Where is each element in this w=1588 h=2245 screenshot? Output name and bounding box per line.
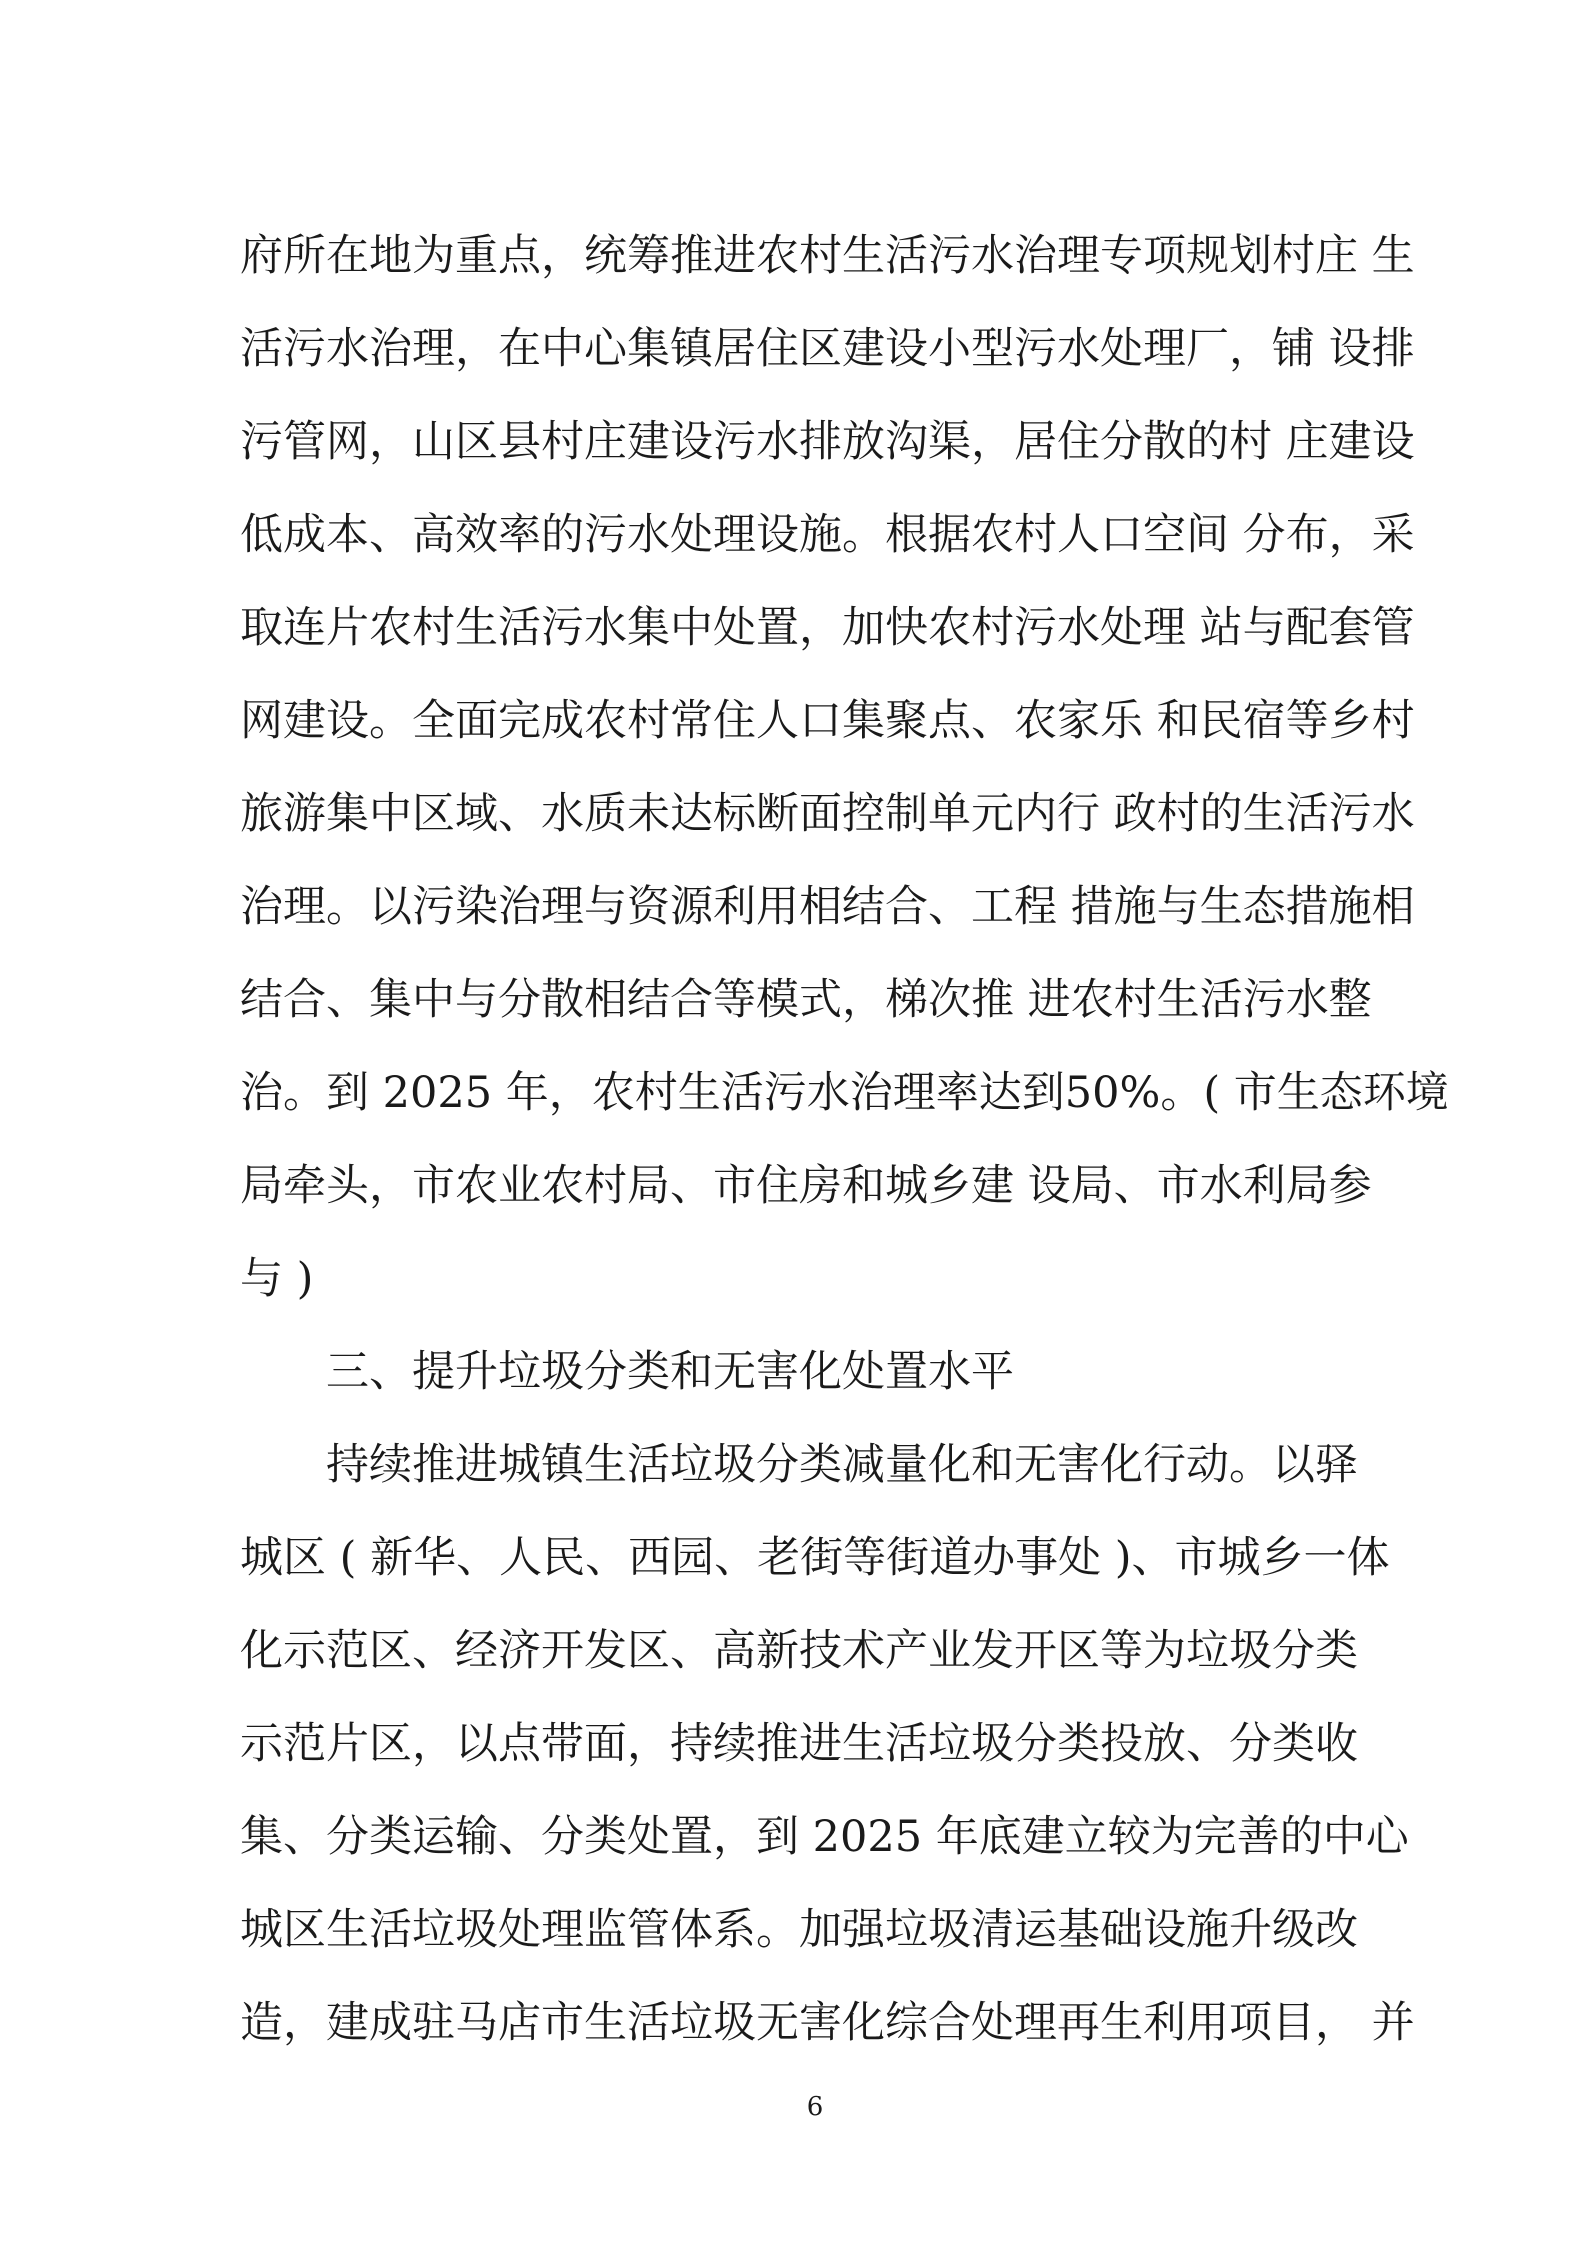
text-line: 城区生活垃圾处理监管体系。加强垃圾清运基础设施升级改	[240, 1905, 1358, 1955]
text-line: 持续推进城镇生活垃圾分类减量化和无害化行动。以驿	[326, 1440, 1358, 1490]
text-line: 结合、集中与分散相结合等模式，梯次推 进农村生活污水整	[240, 975, 1372, 1025]
page-number: 6	[806, 2092, 824, 2122]
text-line: 造，建成驻马店市生活垃圾无害化综合处理再生利用项目， 并	[240, 1998, 1415, 2048]
paragraph-waste-sorting	[240, 1419, 1415, 2070]
text-line: 城区 ( 新华、人民、西园、老街等街道办事处 )、市城乡一体	[240, 1533, 1390, 1583]
text-line: 旅游集中区域、水质未达标断面控制单元内行 政村的生活污水	[240, 789, 1415, 839]
text-line: 取连片农村生活污水集中处置，加快农村污水处理 站与配套管	[240, 603, 1415, 653]
text-line: 活污水治理，在中心集镇居住区建设小型污水处理厂，铺 设排	[240, 324, 1415, 374]
text-line: 局牵头，市农业农村局、市住房和城乡建 设局、市水利局参	[240, 1161, 1372, 1211]
text-line: 治理。以污染治理与资源利用相结合、工程 措施与生态措施相	[240, 882, 1415, 932]
text-line: 治。到 2025 年，农村生活污水治理率达到50%。( 市生态环境	[240, 1068, 1449, 1118]
paragraph-rural-sewage	[240, 210, 1449, 1326]
text-line: 污管网，山区县村庄建设污水排放沟渠，居住分散的村 庄建设	[240, 417, 1415, 467]
text-line: 化示范区、经济开发区、高新技术产业发开区等为垃圾分类	[240, 1626, 1358, 1676]
document-body	[240, 210, 1449, 2070]
text-line: 府所在地为重点，统筹推进农村生活污水治理专项规划村庄 生	[240, 231, 1415, 281]
text-line: 与 )	[240, 1254, 314, 1304]
section-heading: 三、提升垃圾分类和无害化处置水平	[326, 1347, 1014, 1397]
text-line: 集、分类运输、分类处置，到 2025 年底建立较为完善的中心	[240, 1812, 1409, 1862]
text-line: 网建设。全面完成农村常住人口集聚点、农家乐 和民宿等乡村	[240, 696, 1415, 746]
text-line: 低成本、高效率的污水处理设施。根据农村人口空间 分布，采	[240, 510, 1415, 560]
text-line: 示范片区，以点带面，持续推进生活垃圾分类投放、分类收	[240, 1719, 1358, 1769]
